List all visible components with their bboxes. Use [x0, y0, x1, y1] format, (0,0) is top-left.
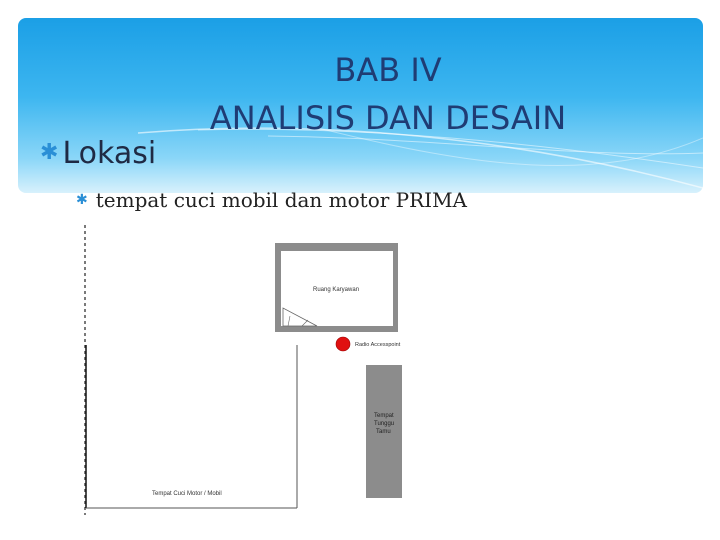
- waiting-area-label-1: Tempat: [374, 413, 394, 419]
- slide-title-line1: BAB IV: [334, 51, 442, 89]
- bullet-item: [76, 188, 467, 212]
- wash-area-label: Tempat Cuci Motor / Mobil: [152, 491, 222, 497]
- slide-title-line2: ANALISIS DAN DESAIN: [209, 99, 567, 137]
- section-heading: [40, 136, 156, 171]
- asterisk-icon: ✱: [40, 140, 59, 165]
- bullet-item-text: tempat cuci mobil dan motor PRIMA: [95, 188, 467, 212]
- waiting-area-label-2: Tunggu: [374, 421, 395, 427]
- section-heading-label: Lokasi: [62, 136, 157, 171]
- access-point-label: Radio Accesspoint: [355, 342, 401, 348]
- asterisk-icon: ✱: [76, 192, 88, 208]
- waiting-area-label-3: Tamu: [376, 429, 391, 435]
- floor-plan: [70, 220, 430, 520]
- employee-room-label: Ruang Karyawan: [313, 287, 360, 293]
- access-point-marker: [336, 337, 350, 351]
